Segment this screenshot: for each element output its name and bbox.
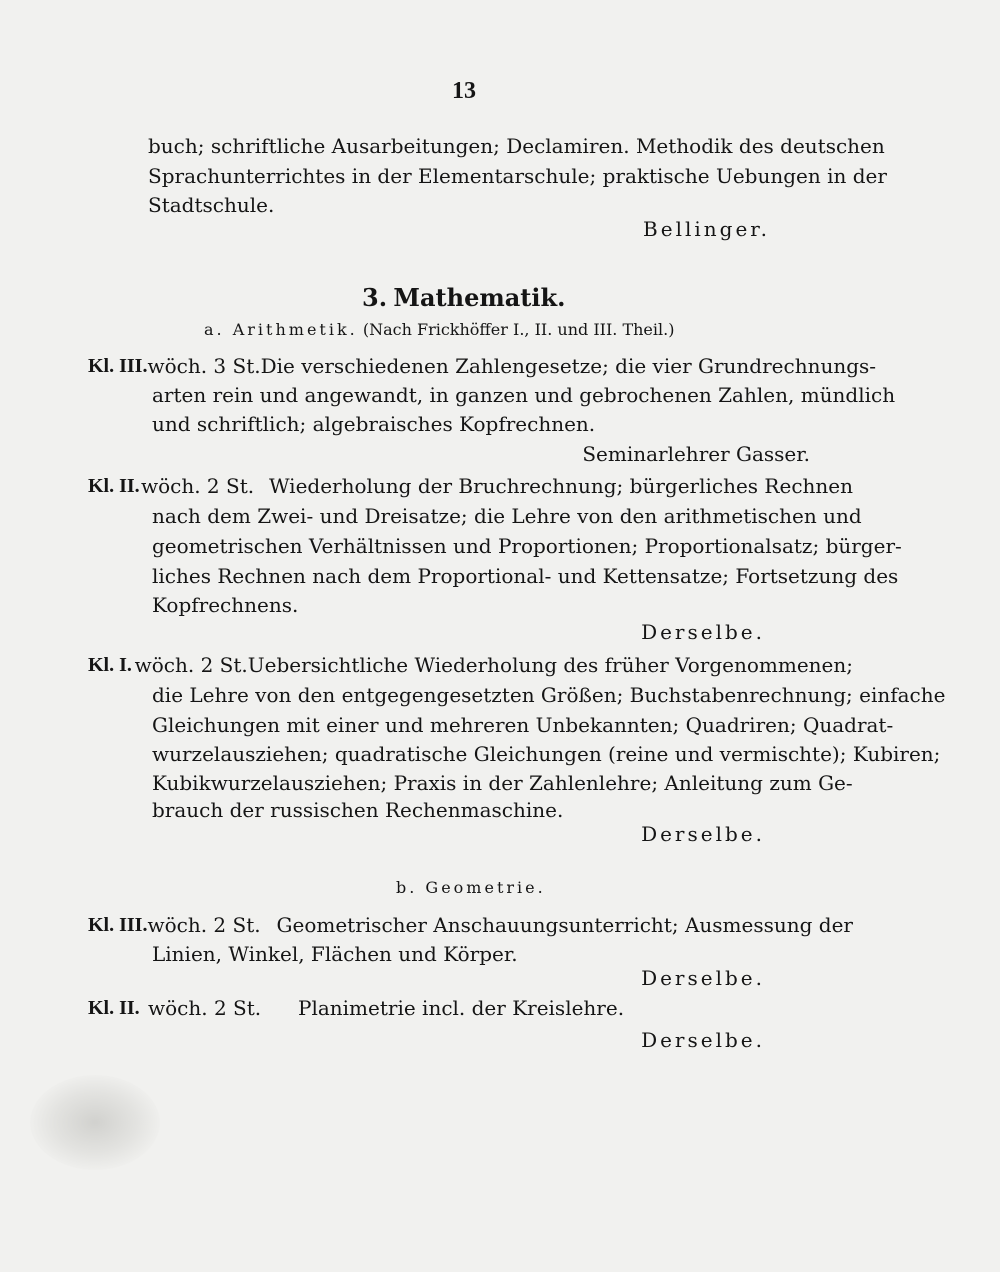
arith-kl2-line-2: nach dem Zwei- und Dreisatze; die Lehre von den arithmetischen und xyxy=(152,504,862,528)
arith-kl3-class: Kl. III. xyxy=(88,355,148,377)
arith-kl1-hours: wöch. 2 St. xyxy=(134,653,248,677)
geo-kl3-line-2: Linien, Winkel, Flächen und Körper. xyxy=(152,942,518,966)
arith-kl2-class: Kl. II. xyxy=(88,475,140,497)
subsection-b-label: b. Geometrie. xyxy=(396,878,546,897)
intro-line-2: Sprachunterrichtes in der Elementarschule; praktische Uebungen in der xyxy=(148,164,887,188)
intro-line-3: Stadtschule. xyxy=(148,193,275,217)
arith-kl3-line-2: arten rein und angewandt, in ganzen und gebrochenen Zahlen, mündlich xyxy=(152,383,896,407)
geo-kl3-line-1 xyxy=(88,915,853,935)
paper-stain xyxy=(30,1075,160,1170)
arith-kl2-text-1: Wiederholung der Bruchrechnung; bürgerliches Rechnen xyxy=(268,474,853,498)
arith-kl1-line-6: brauch der russischen Rechenmaschine. xyxy=(152,798,564,822)
geo-kl3-text-1: Geometrischer Anschauungsunterricht; Ausmessung der xyxy=(276,913,853,937)
arith-kl2-line-3: geometrischen Verhältnissen und Proportionen; Proportionalsatz; bürger- xyxy=(152,534,902,558)
geo-kl3-class: Kl. III. xyxy=(88,914,148,936)
arith-kl2-line-1 xyxy=(88,476,853,496)
arith-kl1-text-1: Uebersichtliche Wiederholung des früher Vorgenommenen; xyxy=(247,653,853,677)
section-heading xyxy=(362,283,566,312)
geo-kl2-text-1: Planimetrie incl. der Kreislehre. xyxy=(298,996,625,1020)
section-title: Mathematik. xyxy=(393,283,566,312)
geo-kl3-teacher: Derselbe. xyxy=(641,966,765,990)
geo-kl2-class: Kl. II. xyxy=(88,997,140,1019)
subsection-a-heading xyxy=(204,322,674,338)
arith-kl2-line-4: liches Rechnen nach dem Proportional- und Kettensatze; Fortsetzung des xyxy=(152,564,899,588)
page-number: 13 xyxy=(452,78,476,104)
arith-kl1-line-1 xyxy=(88,655,853,675)
arith-kl3-text-1: Die verschiedenen Zahlengesetze; die vier Grundrechnungs- xyxy=(260,354,877,378)
geo-kl2-teacher: Derselbe. xyxy=(641,1028,765,1052)
arith-kl3-teacher: Seminarlehrer Gasser. xyxy=(582,442,810,466)
intro-line-1: buch; schriftliche Ausarbeitungen; Declamiren. Methodik des deutschen xyxy=(148,134,885,158)
geo-kl2-hours: wöch. 2 St. xyxy=(148,996,262,1020)
arith-kl1-class: Kl. I. xyxy=(88,654,132,676)
arith-kl3-line-3: und schriftlich; algebraisches Kopfrechnen. xyxy=(152,412,596,436)
arith-kl1-line-5: Kubikwurzelausziehen; Praxis in der Zahlenlehre; Anleitung zum Ge- xyxy=(152,771,853,795)
arith-kl1-line-4: wurzelausziehen; quadratische Gleichungen (reine und vermischte); Kubiren; xyxy=(152,742,941,766)
section-number: 3. xyxy=(362,283,388,312)
arith-kl2-line-5: Kopfrechnens. xyxy=(152,593,299,617)
arith-kl2-hours: wöch. 2 St. xyxy=(140,474,255,498)
arith-kl3-hours: wöch. 3 St. xyxy=(147,354,261,378)
arith-kl1-line-2: die Lehre von den entgegengesetzten Größen; Buchstabenrechnung; einfache xyxy=(152,683,946,707)
intro-teacher: Bellinger. xyxy=(643,217,770,241)
subsection-a-note: (Nach Frickhöffer I., II. und III. Theil.) xyxy=(362,320,675,339)
geo-kl3-hours: wöch. 2 St. xyxy=(147,913,261,937)
arith-kl1-line-3: Gleichungen mit einer und mehreren Unbekannten; Quadriren; Quadrat- xyxy=(152,713,894,737)
arith-kl2-teacher: Derselbe. xyxy=(641,620,765,644)
subsection-a-label: a. Arithmetik. xyxy=(204,320,358,339)
geo-kl2-line-1 xyxy=(88,998,624,1018)
arith-kl3-line-1 xyxy=(88,354,877,378)
arith-kl1-teacher: Derselbe. xyxy=(641,822,765,846)
